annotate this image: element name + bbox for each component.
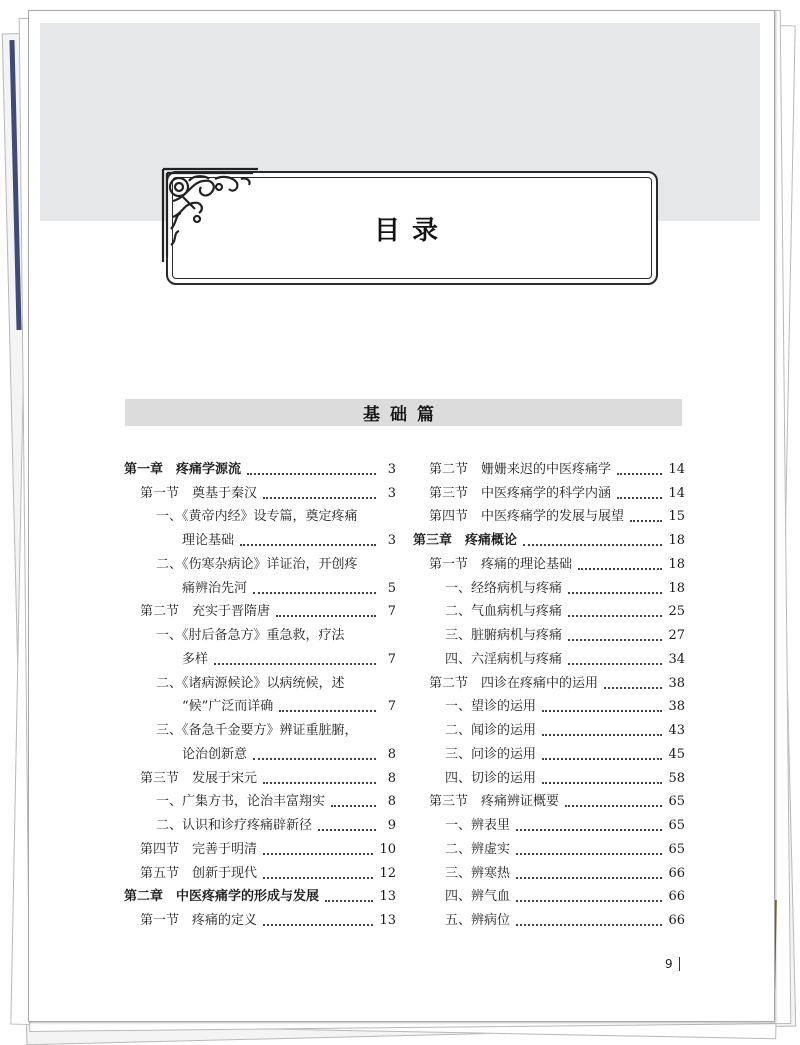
toc-entry (124, 787, 396, 811)
toc-entry-page: 58 (668, 770, 685, 786)
toc-entry-title: 第三节 疼痛辨证概要 (429, 794, 560, 810)
leader-dots (253, 757, 376, 760)
leader-dots (617, 472, 662, 475)
toc-entry-page: 8 (387, 770, 396, 786)
leader-dots (253, 591, 376, 594)
toc-entry-page: 66 (668, 865, 685, 881)
toc-entry (124, 905, 396, 929)
toc-entry-page: 66 (668, 913, 685, 928)
toc-entry-page: 45 (668, 746, 685, 762)
toc-entry-page: 13 (379, 889, 396, 905)
leader-dots (247, 472, 376, 475)
toc-entry-title: 第四节 中医疼痛学的发展与展望 (429, 509, 625, 525)
toc-entry-title: 一、经络病机与疼痛 (445, 580, 563, 596)
leader-dots (364, 521, 376, 522)
toc-entry (413, 668, 685, 692)
page-title: 目录 (373, 215, 450, 246)
toc-entry-page: 7 (387, 604, 396, 620)
toc-entry-page: 25 (668, 604, 685, 620)
toc-entry-title: 第二章 中医疼痛学的形成与发展 (124, 889, 320, 905)
toc-entry-page: 27 (668, 628, 685, 643)
toc-entry (124, 454, 396, 478)
toc-entry (124, 810, 396, 834)
toc-entry-title: 一、辨表里 (445, 818, 511, 833)
toc-entry-title: 二、《伤寒杂病论》详证治，开创疼 (156, 556, 358, 572)
toc-entry-title: 一、《黄帝内经》设专篇，奠定疼痛 (156, 509, 358, 525)
toc-entry (413, 597, 685, 621)
toc-entry-title: 第三章 疼痛概论 (413, 533, 518, 548)
toc-entry-title: 第二节 四诊在疼痛中的运用 (429, 675, 599, 691)
toc-entry-page: 65 (668, 818, 685, 833)
toc-entry-title: 二、《诸病源候论》以病统候，述 (156, 675, 345, 691)
toc-entry-title: 四、切诊的运用 (445, 770, 537, 786)
leader-dots (542, 757, 662, 760)
toc-entry-page: 65 (668, 841, 685, 857)
toc-entry-title: 一、《肘后备急方》重急救，疗法 (156, 628, 345, 643)
leader-dots (630, 519, 662, 522)
leader-dots (240, 543, 376, 546)
toc-entry-page: 8 (387, 746, 396, 762)
toc-entry-page: 3 (387, 461, 396, 477)
toc-entry-page: 14 (668, 461, 685, 477)
toc-entry (413, 478, 685, 502)
toc-entry (124, 763, 396, 787)
toc-entry-title: 第一节 疼痛的定义 (140, 913, 258, 928)
leader-dots (214, 662, 376, 665)
toc-entry (124, 715, 396, 739)
toc-entry-page: 18 (668, 533, 685, 548)
toc-entry (413, 905, 685, 929)
toc-entry (413, 715, 685, 739)
toc-entry-title: 三、《备急千金要方》辨证重脏腑， (156, 723, 358, 738)
toc-entry-title: 二、辨虚实 (445, 841, 511, 857)
leader-dots (279, 709, 376, 712)
leader-dots (263, 876, 373, 879)
leader-dots (604, 686, 662, 689)
toc-entry-title: 二、闻诊的运用 (445, 723, 537, 738)
toc-entry (124, 502, 396, 526)
leader-dots (351, 688, 376, 689)
leader-dots (542, 733, 662, 736)
toc-entry (124, 834, 396, 858)
toc-entry-page: 38 (668, 675, 685, 691)
toc-entry-page: 43 (668, 723, 685, 738)
toc-entry-page: 66 (668, 889, 685, 905)
leader-dots (578, 567, 662, 570)
leader-dots (263, 923, 373, 926)
toc-entry-page: 10 (379, 841, 396, 857)
toc-entry-page: 3 (387, 485, 396, 501)
toc-entry-title: 第一章 疼痛学源流 (124, 461, 242, 477)
leader-dots (364, 569, 376, 570)
toc-entry-page: 13 (379, 913, 396, 928)
toc-entry-title: 第一节 疼痛的理论基础 (429, 556, 573, 572)
toc-entry-title: 多样 (182, 651, 209, 667)
toc-entry (413, 502, 685, 526)
toc-entry-title: 三、问诊的运用 (445, 746, 537, 762)
toc-entry (413, 858, 685, 882)
toc-entry-title: 第二节 姗姗来迟的中医疼痛学 (429, 461, 612, 477)
toc-entry-title: 三、脏腑病机与疼痛 (445, 628, 563, 643)
toc-entry-page: 18 (668, 556, 685, 572)
toc-entry-title: 四、六淫病机与疼痛 (445, 651, 563, 667)
toc-entry (124, 620, 396, 644)
toc-entry (124, 597, 396, 621)
toc-entry-title: 第五节 创新于现代 (140, 865, 258, 881)
toc-page (28, 10, 775, 1022)
toc-entry (124, 549, 396, 573)
toc-entry (413, 787, 685, 811)
toc-entry-page: 3 (387, 533, 396, 548)
leader-dots (568, 614, 662, 617)
leader-dots (263, 496, 376, 499)
leader-dots (516, 899, 662, 902)
toc-right-column (413, 454, 685, 929)
toc-entry (124, 668, 396, 692)
toc-entry (124, 692, 396, 716)
section-header: 基础篇 (125, 399, 682, 426)
leader-dots (263, 781, 376, 784)
toc-entry (413, 739, 685, 763)
toc-entry-title: 论治创新意 (182, 746, 248, 762)
toc-entry (124, 525, 396, 549)
toc-entry (413, 549, 685, 573)
toc-entry-page: 12 (379, 865, 396, 881)
toc-entry (413, 834, 685, 858)
toc-entry-title: 理论基础 (182, 533, 235, 548)
toc-entry-page: 18 (668, 580, 685, 596)
toc-entry (413, 763, 685, 787)
leader-dots (568, 591, 662, 594)
toc-entry-page: 38 (668, 699, 685, 715)
toc-entry-title: 四、辨气血 (445, 889, 511, 905)
leader-dots (516, 923, 662, 926)
toc-entry (124, 478, 396, 502)
toc-entry-page: 34 (668, 651, 685, 667)
toc-entry (124, 573, 396, 597)
toc-entry-title: 第二节 充实于晋隋唐 (140, 604, 271, 620)
leader-dots (516, 876, 662, 879)
leader-dots (325, 899, 373, 902)
leader-dots (568, 662, 662, 665)
toc-entry-title: 第四节 完善于明清 (140, 841, 258, 857)
toc-entry (413, 882, 685, 906)
toc-entry (413, 573, 685, 597)
toc-entry-title: “候”广泛而详确 (182, 699, 274, 715)
toc-entry (413, 525, 685, 549)
toc-entry (124, 858, 396, 882)
toc-entry-title: 一、望诊的运用 (445, 699, 537, 715)
toc-entry-page: 5 (387, 580, 396, 596)
leader-dots (263, 852, 373, 855)
toc-entry (413, 810, 685, 834)
leader-dots (331, 804, 376, 807)
toc-entry (124, 882, 396, 906)
toc-entry-page: 9 (387, 818, 396, 833)
leader-dots (364, 735, 376, 736)
toc-entry-page: 7 (387, 651, 396, 667)
toc-entry-title: 第一节 奠基于秦汉 (140, 485, 258, 501)
toc-entry-title: 二、认识和诊疗疼痛辟新径 (156, 818, 313, 833)
toc-entry-title: 第三节 中医疼痛学的科学内涵 (429, 485, 612, 501)
toc-entry-title: 一、广集方书，论治丰富翔实 (156, 794, 326, 810)
toc-entry-title: 三、辨寒热 (445, 865, 511, 881)
leader-dots (568, 638, 662, 641)
toc-entry-title: 第三节 发展于宋元 (140, 770, 258, 786)
toc-entry-title: 五、辨病位 (445, 913, 511, 928)
toc-entry (124, 644, 396, 668)
toc-entry-title: 二、气血病机与疼痛 (445, 604, 563, 620)
leader-dots (617, 496, 662, 499)
toc-entry (413, 692, 685, 716)
leader-dots (565, 804, 662, 807)
toc-entry (413, 620, 685, 644)
toc-entry-page: 7 (387, 699, 396, 715)
toc-entry-title: 痛辨治先河 (182, 580, 248, 596)
leader-dots (276, 614, 376, 617)
leader-dots (516, 852, 662, 855)
toc-entry-page: 8 (387, 794, 396, 810)
corner-ornament-icon (153, 157, 263, 267)
toc-entry (413, 454, 685, 478)
page-number: 9 (665, 957, 680, 971)
leader-dots (351, 640, 376, 641)
leader-dots (523, 543, 662, 546)
toc-entry-page: 65 (668, 794, 685, 810)
leader-dots (516, 828, 662, 831)
leader-dots (318, 828, 376, 831)
leader-dots (542, 781, 662, 784)
toc-left-column (124, 454, 396, 929)
toc-entry (413, 644, 685, 668)
toc-entry-page: 14 (668, 485, 685, 501)
leader-dots (542, 709, 662, 712)
toc-entry (124, 739, 396, 763)
toc-entry-page: 15 (668, 509, 685, 525)
